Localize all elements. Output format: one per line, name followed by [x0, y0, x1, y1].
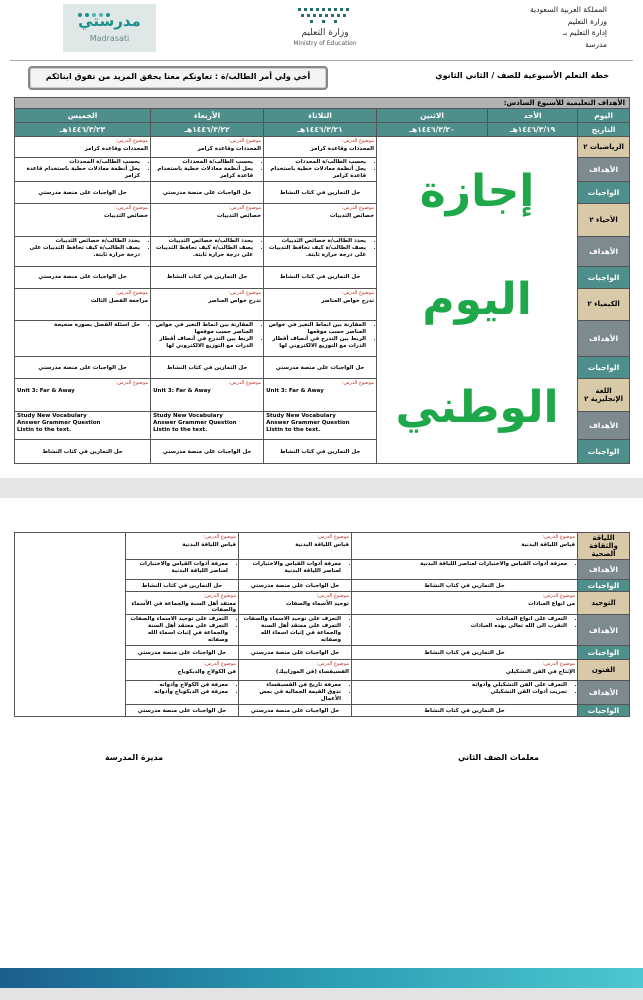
objectives-cell [151, 158, 264, 182]
subject-name: اللغة الإنجليزية ٢ [578, 379, 630, 412]
objectives-list [354, 616, 575, 630]
objectives-label: الأهداف [578, 560, 630, 580]
topic-label: موضوع الدرس: [115, 380, 149, 387]
topic-label: موضوع الدرس: [115, 205, 149, 211]
topic-text: Unit 3: Far & Away [17, 388, 75, 395]
objectives-cell [264, 321, 377, 357]
objectives-cell [264, 236, 377, 266]
objective-item: • Answer Grammer Question [266, 420, 366, 427]
objectives-cell [239, 615, 352, 646]
objective-item: • التعرف على توحيد الاسماء والصفات [241, 616, 341, 623]
objectives-cell [15, 321, 151, 357]
homework-cell: حل الواجبات على منصة مدرستي [15, 357, 151, 379]
objective-item: • Answer Grammer Question [17, 420, 140, 427]
topic-label: موضوع الدرس: [228, 138, 262, 144]
homework-label: الواجبات [578, 182, 630, 204]
topic-label: موضوع الدرس: [341, 138, 375, 144]
homework-label: الواجبات [578, 705, 630, 717]
objective-item: • يحل أنظمة معادلات خطية باستخدام قاعدة كرامر [153, 166, 253, 180]
kingdom-line: وزارة التعليم [567, 16, 607, 26]
topic-text: خصائص الثدييات [103, 213, 149, 219]
topic-label: موضوع الدرس: [542, 593, 575, 599]
plan-title: خطة التعلم الأسبوعية للصف / الثاني الثانوي [435, 71, 609, 80]
parent-message-box [28, 66, 328, 90]
topic-cell [151, 288, 264, 321]
topic-text: تدرج خواص العناصر [321, 297, 375, 304]
objectives-cell [264, 412, 377, 440]
homework-cell: حل الواجبات على منصة مدرستي [151, 440, 264, 464]
objective-item: • معرفة أدوات القياس والاختبارات لعناصر اللياقة البدنية [241, 561, 341, 575]
principal-signature: مديرة المدرسة [105, 753, 164, 762]
homework-cell: حل الواجبات على منصة مدرستي [151, 182, 264, 204]
plan-page-2 [0, 498, 643, 1000]
homework-cell: حل التمارين في كتاب النشاط [264, 182, 377, 204]
homework-label: الواجبات [578, 440, 630, 464]
day-label: اليوم [578, 109, 630, 123]
homework-cell: حل الواجبات على منصة مدرستي [239, 646, 352, 660]
objectives-cell [239, 560, 352, 580]
date-header: ١٤٤٦/٣/٢٠هـ [377, 123, 488, 137]
ministry-name-en: Ministry of Education [293, 40, 357, 47]
homework-label: الواجبات [578, 580, 630, 592]
objective-item: • معرفة أدوات القياس والاختبارات لعناصر اللياقة البدنية [128, 561, 228, 575]
day-header: الأحد [488, 109, 578, 123]
objective-item: • التعرف على معتقد أهل السنة والجماعة في إثبات اسماء الله وصفاته [128, 623, 228, 644]
objectives-cell [151, 236, 264, 266]
objective-item: • تجريب أدوات الفن التشكيلي [354, 689, 567, 696]
objective-item: • يحسب الطالب/ة المحددات [153, 159, 253, 166]
objectives-list [241, 561, 349, 575]
objectives-cell [151, 412, 264, 440]
topic-text: فن الكولاج والديكوباج [177, 669, 236, 675]
section-title: الأهداف التعليمية للأسبوع السادس: [15, 98, 630, 109]
homework-label: الواجبات [578, 266, 630, 288]
objectives-cell [15, 158, 151, 182]
topic-text: قياس اللياقة البدنية [182, 542, 236, 548]
homework-cell: حل التمارين في كتاب النشاط [264, 440, 377, 464]
homework-cell: حل الواجبات على منصة مدرستي [264, 357, 377, 379]
objective-item: • معرفة فن الكولاج وأدواته [128, 682, 228, 689]
objectives-list [17, 322, 148, 329]
weekly-plan-table-2 [14, 532, 630, 717]
day-header: الاثنين [377, 109, 488, 123]
objectives-list [153, 322, 261, 350]
objectives-cell [264, 158, 377, 182]
topic-label: موضوع الدرس: [341, 205, 375, 211]
objective-item: • يحدد الطالب/ة خصائص الثدييات [17, 238, 140, 245]
topic-text: Unit 3: Far & Away [153, 388, 211, 395]
objectives-cell [151, 321, 264, 357]
topic-cell [126, 533, 239, 560]
objective-item: • يصف الطالب/ة كيف تحافظ الثدييات على درجة حرارة ثابتة. [17, 245, 140, 259]
topic-cell [239, 660, 352, 681]
topic-label: موضوع الدرس: [542, 661, 575, 667]
kingdom-line: مدرسة [585, 39, 607, 49]
topic-text: مراجعة الفصل الثالث [90, 297, 149, 304]
date-header: ١٤٤٦/٣/١٩هـ [488, 123, 578, 137]
topic-cell [15, 137, 151, 158]
objective-item: • Listin to the text. [266, 427, 366, 434]
topic-cell [15, 379, 151, 412]
topic-label: موضوع الدرس: [228, 380, 262, 387]
objective-item: • المقارنة بين انماط التغير في خواص العناصر حسب موقعها [266, 322, 366, 336]
parent-message: أخي ولي أمر الطالب/ة : تعاونكم معنا يحقق المزيد من تفوق ابنائكم [45, 72, 311, 81]
subject-name: الكيمياء ٢ [578, 288, 630, 321]
objective-item: • Listin to the text. [153, 427, 253, 434]
homework-cell: حل التمارين في كتاب النشاط [352, 705, 578, 717]
topic-cell [15, 288, 151, 321]
holiday-text: اليوم [422, 274, 532, 325]
topic-text: المحددات وقاعدة كرامر [310, 146, 375, 152]
topic-cell [264, 204, 377, 237]
topic-cell [264, 379, 377, 412]
blank-columns-cell [15, 533, 126, 717]
day-header: الأربعاء [151, 109, 264, 123]
topic-cell [151, 204, 264, 237]
objectives-list [128, 616, 236, 644]
objectives-list [354, 682, 575, 696]
objectives-list [241, 682, 349, 703]
topic-text: Unit 3: Far & Away [266, 388, 324, 395]
topic-text: قياس اللياقة البدنية [295, 542, 349, 548]
homework-label: الواجبات [578, 646, 630, 660]
topic-label: موضوع الدرس: [341, 289, 375, 296]
topic-label: موضوع الدرس: [115, 138, 149, 144]
homework-cell: حل الواجبات على منصة مدرستي [15, 182, 151, 204]
objectives-list [266, 322, 374, 350]
objectives-label: الأهداف [578, 681, 630, 705]
objectives-cell [352, 560, 578, 580]
objectives-list [241, 616, 349, 644]
weekly-plan-table [14, 97, 630, 464]
objectives-list [17, 413, 148, 434]
objective-item: • يحسب الطالب/ة المحددات [17, 159, 140, 166]
homework-cell: حل الواجبات على منصة مدرستي [239, 580, 352, 592]
kingdom-line: المملكة العربية السعودية [530, 5, 607, 14]
homework-cell: حل التمارين في كتاب النشاط [264, 266, 377, 288]
objective-item: • التعرف على توحيد الاسماء والصفات [128, 616, 228, 623]
homework-cell: حل التمارين في كتاب النشاط [151, 266, 264, 288]
subject-name: اللياقة والثقافة الصحية [578, 533, 630, 560]
objectives-cell [126, 560, 239, 580]
topic-text: الإنتاج في الفن التشكيلي [505, 669, 575, 675]
objectives-cell [15, 236, 151, 266]
homework-cell: حل الواجبات على منصة مدرستي [239, 705, 352, 717]
objectives-list [354, 561, 575, 568]
topic-cell [352, 533, 578, 560]
madrasati-logo [63, 4, 156, 52]
homework-cell: حل الواجبات على منصة مدرستي [15, 266, 151, 288]
objectives-label: الأهداف [578, 158, 630, 182]
objective-item: • التقرب الى الله تعالى بهذه العبادات [354, 623, 567, 630]
topic-cell [126, 592, 239, 615]
objectives-list [153, 238, 261, 259]
objective-item: • Study New Vocabulary [153, 413, 253, 420]
topic-text: خصائص الثدييات [329, 213, 375, 219]
day-header: الخميس [15, 109, 151, 123]
objectives-list [266, 238, 374, 259]
homework-cell: حل التمارين في كتاب النشاط [126, 580, 239, 592]
plan-page-1 [0, 0, 643, 478]
objectives-list [153, 413, 261, 434]
kingdom-block [487, 4, 607, 50]
objective-item: • Answer Grammer Question [153, 420, 253, 427]
homework-cell: حل الواجبات على منصة مدرستي [126, 646, 239, 660]
topic-label: موضوع الدرس: [203, 593, 236, 599]
objective-item: • يصف الطالب/ة كيف تحافظ الثدييات على درجة حرارة ثابتة. [153, 245, 253, 259]
footer-bar [0, 968, 643, 988]
objective-item: • تذوق القيمة الجمالية في بعض الأعمال [241, 689, 341, 703]
objective-item: • معرفة أدوات القياس والاختبارات لعناصر اللياقة البدنية [354, 561, 567, 568]
objective-item: • حل اسئلة الفصل بصورة صحيحة [17, 322, 140, 329]
objectives-list [153, 159, 261, 180]
topic-text: المحددات وقاعدة كرامر [84, 146, 149, 152]
topic-label: موضوع الدرس: [542, 534, 575, 540]
topic-label: موضوع الدرس: [228, 289, 262, 296]
objective-item: • يحسب الطالب/ة المحددات [266, 159, 366, 166]
homework-cell: حل التمارين في كتاب النشاط [352, 580, 578, 592]
topic-cell [15, 204, 151, 237]
date-header: ١٤٤٦/٣/٢٢هـ [151, 123, 264, 137]
objective-item: • التعرف على معتقد أهل السنة والجماعة في إثبات اسماء الله وصفاته [241, 623, 341, 644]
objectives-label: الأهداف [578, 321, 630, 357]
teachers-signature: معلمات الصف الثاني [458, 753, 539, 762]
topic-text: الفسيفساء (فن الموزاييك) [275, 669, 349, 675]
homework-cell: حل الواجبات على منصة مدرستي [126, 705, 239, 717]
objectives-list [128, 682, 236, 696]
subject-name: الفنون [578, 660, 630, 681]
madrasati-logo-text: مدرستي [78, 12, 141, 30]
objectives-cell [126, 681, 239, 705]
homework-cell: حل التمارين في كتاب النشاط [15, 440, 151, 464]
objectives-cell [15, 412, 151, 440]
topic-label: موضوع الدرس: [203, 534, 236, 540]
topic-label: موضوع الدرس: [115, 289, 149, 296]
topic-cell [264, 137, 377, 158]
objective-item: • الربط بين التدرج في أنصاف أقطار الذرات مع التوزيع الالكتروني لها [266, 336, 366, 350]
topic-cell [239, 533, 352, 560]
objective-item: • يحدد الطالب/ة خصائص الثدييات [266, 238, 366, 245]
objectives-label: الأهداف [578, 412, 630, 440]
national-day-holiday-cell [377, 137, 578, 464]
objectives-label: الأهداف [578, 615, 630, 646]
objectives-cell [126, 615, 239, 646]
objective-item: • التعرف على انواع العبادات [354, 616, 567, 623]
objective-item: • يحل أنظمة معادلات خطية باستخدام قاعدة كرامر [266, 166, 366, 180]
ministry-logo-icon [296, 6, 356, 24]
topic-cell [151, 137, 264, 158]
objectives-list [17, 238, 148, 259]
day-header: الثلاثاء [264, 109, 377, 123]
ministry-name-ar: وزارة التعليم [301, 28, 349, 38]
topic-text: المحددات وقاعدة كرامر [197, 146, 262, 152]
date-header: ١٤٤٦/٣/٢١هـ [264, 123, 377, 137]
homework-cell: حل التمارين في كتاب النشاط [352, 646, 578, 660]
objective-item: • يصف الطالب/ة كيف تحافظ الثدييات على درجة حرارة ثابتة. [266, 245, 366, 259]
topic-text: من انواع العبادات [528, 601, 575, 607]
kingdom-line: إدارة التعليم بـ [562, 28, 607, 37]
header-divider [10, 60, 633, 61]
objectives-label: الأهداف [578, 236, 630, 266]
footer-strip [0, 988, 643, 1000]
topic-cell [239, 592, 352, 615]
topic-cell [352, 592, 578, 615]
objectives-cell [352, 681, 578, 705]
page-gap [0, 478, 643, 498]
topic-text: معتقد أهل السنة والجماعة في الأسماء والصفات [131, 601, 236, 613]
objective-item: • التعرف على الفن التشكيلي وأدواته [354, 682, 567, 689]
homework-cell: حل التمارين في كتاب النشاط [151, 357, 264, 379]
topic-cell [264, 288, 377, 321]
objective-item: • معرفة تاريخ فن الفسيفساء [241, 682, 341, 689]
objectives-list [17, 159, 148, 180]
objective-item: • المقارنة بين انماط التغير في خواص العناصر حسب موقعها [153, 322, 253, 336]
topic-label: موضوع الدرس: [203, 661, 236, 667]
topic-label: موضوع الدرس: [316, 593, 349, 599]
topic-label: موضوع الدرس: [228, 205, 262, 211]
date-label: التاريخ [578, 123, 630, 137]
objectives-list [128, 561, 236, 575]
madrasati-logo-sub: Madrasati [89, 34, 130, 43]
date-header: ١٤٤٦/٣/٢٣هـ [15, 123, 151, 137]
holiday-text: إجازة [419, 166, 535, 217]
topic-text: خصائص الثدييات [216, 213, 262, 219]
topic-text: قياس اللياقة البدنية [521, 542, 575, 548]
topic-text: تدرج خواص العناصر [208, 297, 262, 304]
topic-label: موضوع الدرس: [316, 661, 349, 667]
topic-text: توحيد الأسماء والصفات [285, 601, 349, 607]
objective-item: • يحدد الطالب/ة خصائص الثدييات [153, 238, 253, 245]
objective-item: • معرفة فن الديكوباج وأدواته [128, 689, 228, 696]
objectives-list [266, 159, 374, 180]
objectives-list [266, 413, 374, 434]
topic-cell [151, 379, 264, 412]
objective-item: • Study New Vocabulary [17, 413, 140, 420]
subject-name: الأحياء ٢ [578, 204, 630, 237]
objectives-cell [239, 681, 352, 705]
topic-cell [352, 660, 578, 681]
objective-item: • Study New Vocabulary [266, 413, 366, 420]
topic-label: موضوع الدرس: [316, 534, 349, 540]
subject-name: الرياضيات ٢ [578, 137, 630, 158]
holiday-text: الوطني [395, 382, 559, 433]
objective-item: • يحل أنظمة معادلات خطية باستخدام قاعدة كرامر [17, 166, 140, 180]
topic-label: موضوع الدرس: [341, 380, 375, 387]
subject-name: التوحيد [578, 592, 630, 615]
topic-cell [126, 660, 239, 681]
objective-item: • الربط بين التدرج في أنصاف أقطار الذرات مع التوزيع الالكتروني لها [153, 336, 253, 350]
objectives-cell [352, 615, 578, 646]
objective-item: • Listin to the text. [17, 427, 140, 434]
homework-label: الواجبات [578, 357, 630, 379]
